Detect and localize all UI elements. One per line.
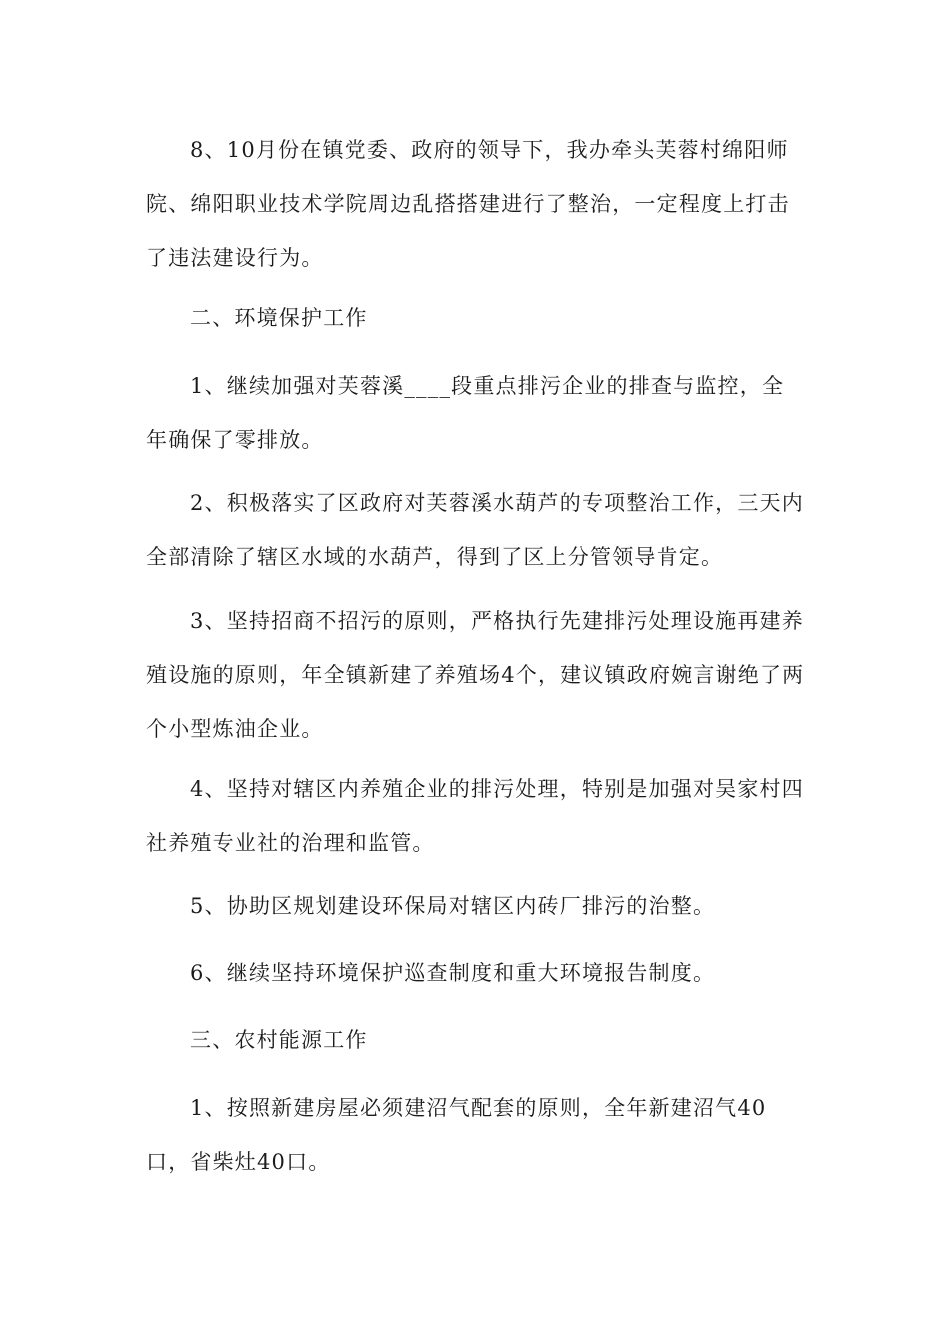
heading-rural-energy: 三、农村能源工作 [190,1028,368,1052]
paragraph-env-item-1: 1、继续加强对芙蓉溪____段重点排污企业的排查与监控，全年确保了零排放。 [146,374,785,452]
paragraph-demolition-rectification: 8、10月份在镇党委、政府的领导下，我办牵头芙蓉村绵阳师院、绵阳职业技术学院周边乱搭搭建进行了整治，一定程度上打击了违法建设行为。 [146,138,790,270]
paragraph-env-item-2: 2、积极落实了区政府对芙蓉溪水葫芦的专项整治工作，三天内全部清除了辖区水域的水葫芦，得到了区上分管领导肯定。 [146,491,804,569]
heading-environmental-protection: 二、环境保护工作 [190,306,368,330]
paragraph-env-item-3: 3、坚持招商不招污的原则，严格执行先建排污处理设施再建养殖设施的原则，年全镇新建了养殖场4个，建议镇政府婉言谢绝了两个小型炼油企业。 [146,609,805,741]
paragraph-env-item-5: 5、协助区规划建设环保局对辖区内砖厂排污的治整。 [190,894,716,918]
paragraph-env-item-6: 6、继续坚持环境保护巡查制度和重大环境报告制度。 [190,961,716,985]
paragraph-energy-item-1: 1、按照新建房屋必须建沼气配套的原则，全年新建沼气40口，省柴灶40口。 [146,1096,767,1174]
paragraph-env-item-4: 4、坚持对辖区内养殖企业的排污处理，特别是加强对吴家村四社养殖专业社的治理和监管。 [146,777,804,855]
